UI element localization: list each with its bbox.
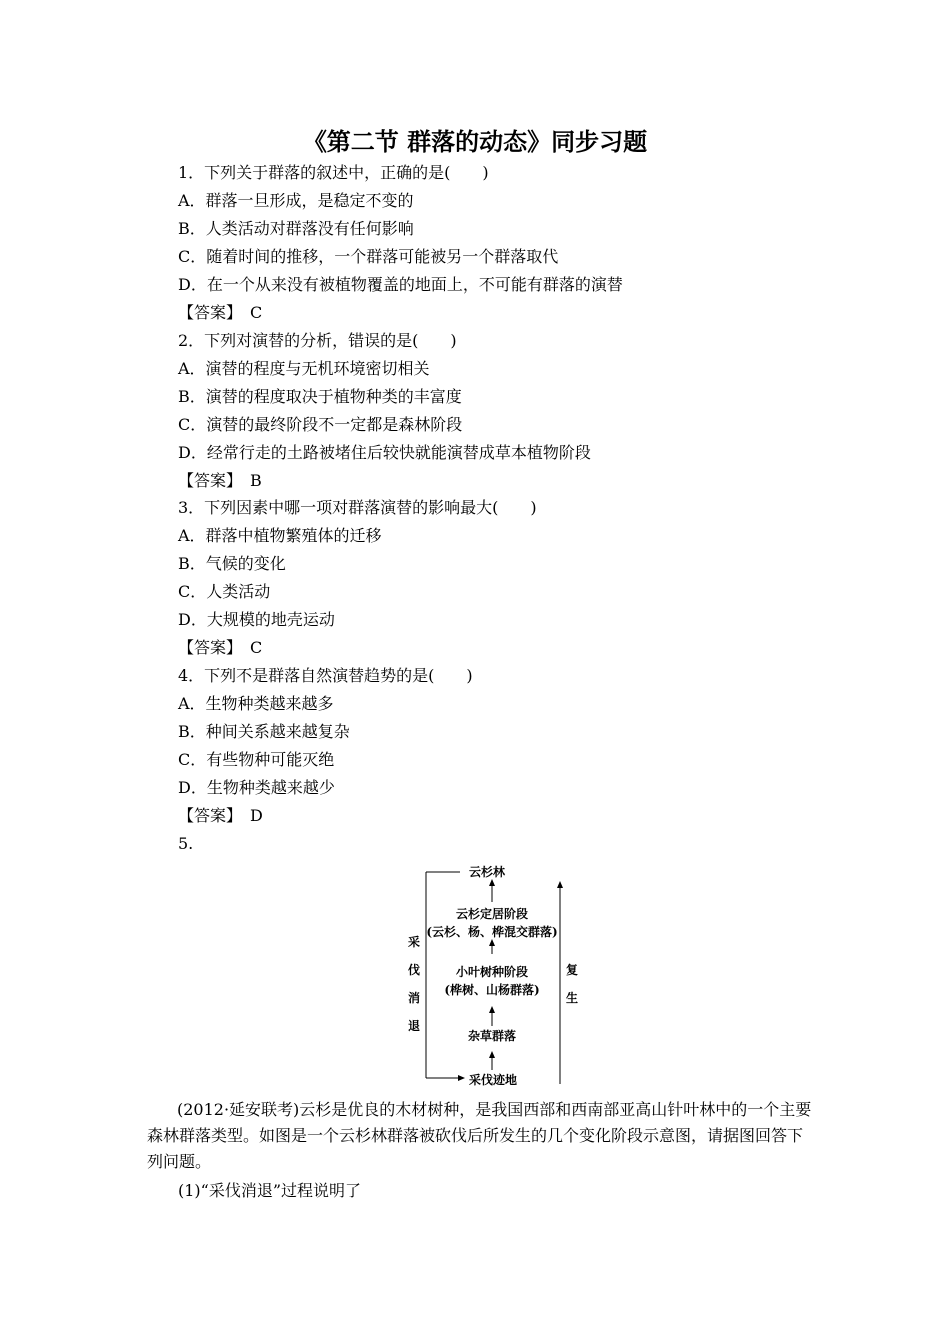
q2-option-c: C．演替的最终阶段不一定都是森林阶段	[178, 415, 463, 434]
q5-subquestion-1: (1)“采伐消退”过程说明了	[178, 1181, 362, 1200]
left-label-2: 伐	[408, 963, 421, 977]
right-label-2: 生	[566, 991, 579, 1005]
q3-answer: 【答案】 C	[178, 638, 263, 657]
stage3-line2: (云杉、杨、桦混交群落)	[426, 925, 558, 939]
q3-option-a: A．群落中植物繁殖体的迁移	[178, 526, 382, 545]
q4-option-a: A．生物种类越来越多	[178, 694, 334, 713]
q4-answer: 【答案】 D	[178, 806, 263, 825]
q2-answer: 【答案】 B	[178, 471, 262, 490]
left-label-3: 消	[408, 991, 421, 1005]
q4-option-c: C．有些物种可能灭绝	[178, 750, 335, 769]
left-label-4: 退	[408, 1019, 421, 1033]
stage-top: 云杉林	[469, 865, 506, 879]
q2-option-b: B．演替的程度取决于植物种类的丰富度	[178, 387, 462, 406]
q2-option-a: A．演替的程度与无机环境密切相关	[178, 359, 430, 378]
succession-diagram	[400, 862, 590, 1090]
q2-stem: 2．下列对演替的分析，错误的是( )	[178, 331, 457, 350]
stage2-line2: (桦树、山杨群落)	[444, 983, 540, 997]
stage3-line1: 云杉定居阶段	[455, 907, 529, 921]
stage1: 杂草群落	[467, 1029, 517, 1043]
q2-option-d: D．经常行走的土路被堵住后较快就能演替成草本植物阶段	[178, 443, 591, 462]
q5-context-paragraph	[147, 1097, 812, 1175]
q3-option-c: C．人类活动	[178, 582, 271, 601]
q1-option-a: A．群落一旦形成，是稳定不变的	[178, 191, 414, 210]
right-label-1: 复	[566, 963, 579, 977]
q4-option-d: D．生物种类越来越少	[178, 778, 335, 797]
left-label-1: 采	[408, 935, 421, 949]
stage2-line1: 小叶树种阶段	[455, 965, 529, 979]
q1-option-b: B．人类活动对群落没有任何影响	[178, 219, 414, 238]
q3-option-d: D．大规模的地壳运动	[178, 610, 335, 629]
q5-context-text: (2012·延安联考)云杉是优良的木材树种，是我国西部和西南部亚高山针叶林中的一个主要森林群落类型。如图是一个云杉林群落被砍伐后所发生的几个变化阶段示意图，请据图回答下列问题。	[147, 1100, 812, 1171]
q1-option-d: D．在一个从来没有被植物覆盖的地面上，不可能有群落的演替	[178, 275, 623, 294]
q3-option-b: B．气候的变化	[178, 554, 286, 573]
q1-answer: 【答案】 C	[178, 303, 263, 322]
stage-bottom: 采伐迹地	[469, 1073, 518, 1087]
q1-option-c: C．随着时间的推移，一个群落可能被另一个群落取代	[178, 247, 559, 266]
q4-stem: 4．下列不是群落自然演替趋势的是( )	[178, 666, 473, 685]
q5-number: 5.	[178, 834, 194, 853]
page-title: 《第二节 群落的动态》同步习题	[302, 127, 648, 156]
q3-stem: 3．下列因素中哪一项对群落演替的影响最大( )	[178, 498, 537, 517]
q1-stem: 1．下列关于群落的叙述中，正确的是( )	[178, 163, 489, 182]
q4-option-b: B．种间关系越来越复杂	[178, 722, 350, 741]
